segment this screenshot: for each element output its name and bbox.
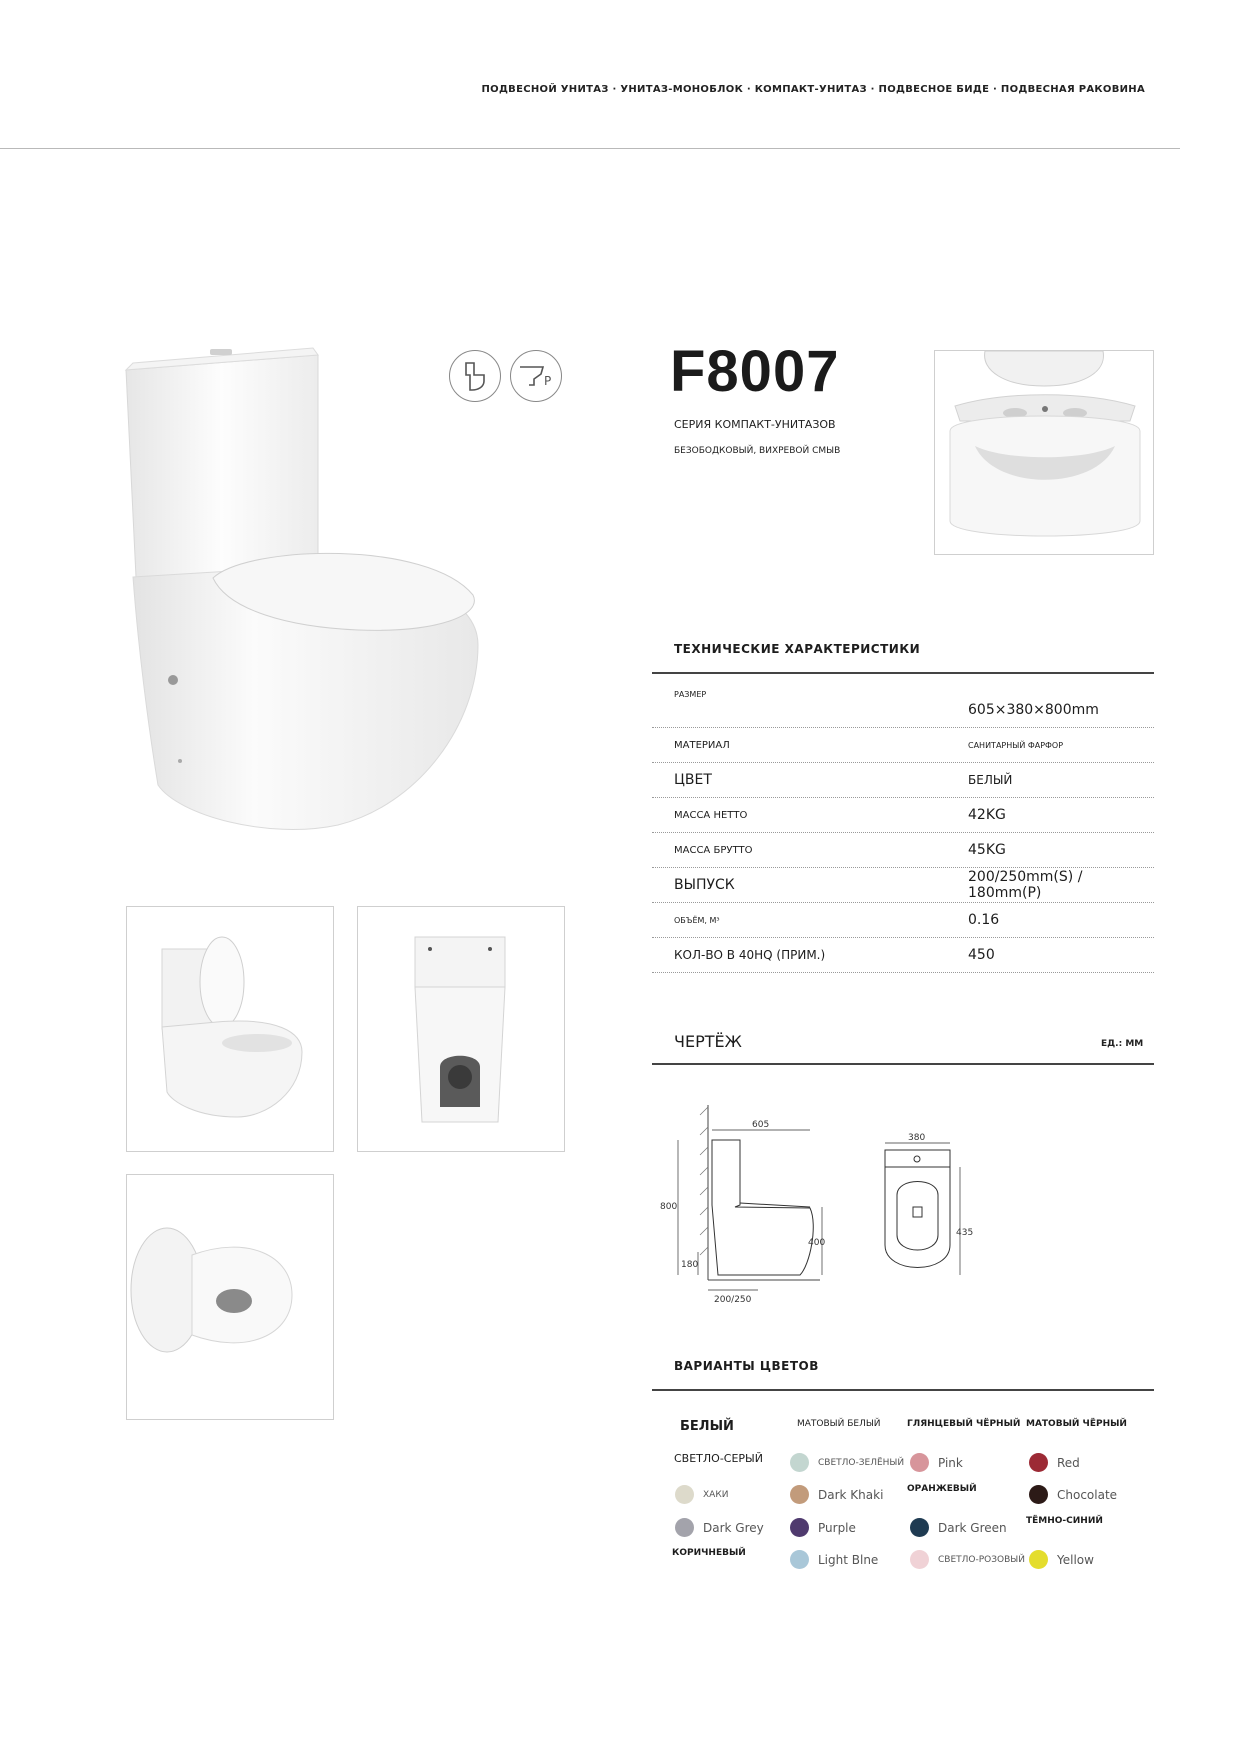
- thumbnail-side-open: [126, 906, 334, 1152]
- color-swatch-dot: [790, 1550, 809, 1569]
- spec-row-container-qty: [652, 938, 1154, 973]
- spec-value: 45KG: [968, 842, 1006, 858]
- color-swatch-item: [790, 1550, 878, 1569]
- toilet-outline-icon: [449, 350, 501, 402]
- spec-row-net-weight: [652, 798, 1154, 833]
- color-header-matte-white: МАТОВЫЙ БЕЛЫЙ: [797, 1419, 881, 1429]
- color-label-brown: КОРИЧНЕВЫЙ: [672, 1548, 746, 1558]
- color-swatch-label: Chocolate: [1057, 1487, 1118, 1502]
- color-swatch-item: [1029, 1453, 1080, 1472]
- dim-top-width: 380: [908, 1133, 926, 1143]
- spec-value: БЕЛЫЙ: [968, 773, 1013, 787]
- dim-height: 800: [660, 1202, 678, 1212]
- color-swatch-label: ХАКИ: [703, 1489, 729, 1500]
- top-nav-categories: ПОДВЕСНОЙ УНИТАЗ · УНИТАЗ-МОНОБЛОК · КОМПАКТ-УНИТАЗ · ПОДВЕСНОЕ БИДЕ · ПОДВЕСНАЯ РАКОВИНА: [481, 84, 1145, 95]
- thumbnail-back: [357, 906, 565, 1152]
- color-swatch-item: [1029, 1550, 1094, 1569]
- specs-title: ТЕХНИЧЕСКИЕ ХАРАКТЕРИСТИКИ: [674, 642, 921, 656]
- model-title: F8007: [670, 339, 840, 404]
- dim-top-depth: 435: [956, 1228, 974, 1238]
- color-swatch-label: Dark Grey: [703, 1520, 764, 1535]
- color-swatch-dot: [910, 1453, 929, 1472]
- specs-table: [652, 673, 1154, 973]
- bowl-top-photo: [934, 350, 1154, 555]
- drawing-unit: ЕД.: ММ: [1101, 1039, 1144, 1049]
- color-header-matte-black: МАТОВЫЙ ЧЁРНЫЙ: [1026, 1419, 1127, 1429]
- color-swatch-label: СВЕТЛО-РОЗОВЫЙ: [938, 1554, 1025, 1565]
- color-swatch-dot: [790, 1518, 809, 1537]
- color-swatch-label: Purple: [818, 1520, 856, 1535]
- color-swatch-label: Light Blne: [818, 1552, 879, 1567]
- color-label-orange: ОРАНЖЕВЫЙ: [907, 1484, 977, 1494]
- p-trap-letter: P: [544, 374, 552, 388]
- spec-row-color: [652, 763, 1154, 798]
- dim-width: 605: [752, 1120, 770, 1130]
- drawing-title-rule: [652, 1063, 1154, 1065]
- spec-value: 605×380×800mm: [968, 702, 1099, 718]
- dim-seat-height: 400: [808, 1238, 826, 1248]
- color-swatch-item: [790, 1485, 883, 1504]
- color-swatch-dot: [910, 1550, 929, 1569]
- color-swatch-item: [1029, 1485, 1117, 1504]
- spec-label: МАССА НЕТТО: [674, 809, 748, 821]
- spec-label: МАССА БРУТТО: [674, 844, 753, 856]
- header-divider: [0, 148, 1180, 149]
- spec-row-volume: [652, 903, 1154, 938]
- spec-label: РАЗМЕР: [674, 689, 707, 699]
- color-label-light-grey: СВЕТЛО-СЕРЫЙ: [674, 1452, 763, 1465]
- color-swatch-dot: [910, 1518, 929, 1537]
- color-swatch-item: [910, 1518, 1007, 1537]
- spec-value: 450: [968, 947, 995, 963]
- color-swatch-label: Dark Khaki: [818, 1487, 884, 1502]
- color-swatch-dot: [675, 1518, 694, 1537]
- feature-label: БЕЗОБОДКОВЫЙ, ВИХРЕВОЙ СМЫВ: [674, 446, 841, 456]
- color-header-white: БЕЛЫЙ: [680, 1419, 734, 1434]
- spec-label: ЦВЕТ: [674, 772, 712, 788]
- color-swatch-item: [675, 1518, 764, 1537]
- color-swatch-label: Pink: [938, 1455, 963, 1470]
- spec-row-material: [652, 728, 1154, 763]
- spec-label: ОБЪЁМ, М³: [674, 915, 720, 925]
- spec-label: МАТЕРИАЛ: [674, 739, 730, 751]
- dim-outlet-range: 200/250: [714, 1295, 752, 1305]
- color-header-glossy-black: ГЛЯНЦЕВЫЙ ЧЁРНЫЙ: [907, 1419, 1021, 1429]
- spec-value: САНИТАРНЫЙ ФАРФОР: [968, 740, 1064, 750]
- series-label: СЕРИЯ КОМПАКТ-УНИТАЗОВ: [674, 418, 836, 431]
- p-trap-icon: [510, 350, 562, 402]
- spec-value: 0.16: [968, 912, 1000, 928]
- color-swatch-label: Dark Green: [938, 1520, 1007, 1535]
- colors-title: ВАРИАНТЫ ЦВЕТОВ: [674, 1359, 819, 1373]
- dim-outlet-height: 180: [681, 1260, 699, 1270]
- main-product-photo: [118, 345, 488, 835]
- color-swatch-dot: [1029, 1550, 1048, 1569]
- color-label-dark-blue: ТЁМНО-СИНИЙ: [1026, 1516, 1103, 1526]
- color-swatch-dot: [790, 1453, 809, 1472]
- color-swatch-label: СВЕТЛО-ЗЕЛЁНЫЙ: [818, 1457, 905, 1468]
- color-swatch-item: [675, 1485, 728, 1504]
- thumbnail-top-view: [126, 1174, 334, 1420]
- drawing-title: ЧЕРТЁЖ: [674, 1032, 742, 1051]
- color-swatch-dot: [1029, 1453, 1048, 1472]
- spec-label: КОЛ-ВО В 40HQ (ПРИМ.): [674, 948, 826, 962]
- color-swatch-item: [790, 1453, 904, 1472]
- spec-row-outlet: [652, 868, 1154, 903]
- spec-label: ВЫПУСК: [674, 877, 735, 893]
- color-swatch-dot: [675, 1485, 694, 1504]
- colors-title-rule: [652, 1389, 1154, 1391]
- color-swatch-item: [910, 1550, 1025, 1569]
- color-swatch-dot: [790, 1485, 809, 1504]
- color-swatch-item: [790, 1518, 856, 1537]
- color-swatch-label: Red: [1057, 1455, 1080, 1470]
- spec-value: 42KG: [968, 807, 1006, 823]
- technical-drawing: [660, 1095, 980, 1305]
- spec-value: 200/250mm(S) / 180mm(P): [968, 869, 1083, 901]
- spec-row-gross-weight: [652, 833, 1154, 868]
- color-swatch-label: Yellow: [1057, 1552, 1094, 1567]
- spec-row-size: [652, 673, 1154, 728]
- color-swatch-dot: [1029, 1485, 1048, 1504]
- color-swatch-item: [910, 1453, 963, 1472]
